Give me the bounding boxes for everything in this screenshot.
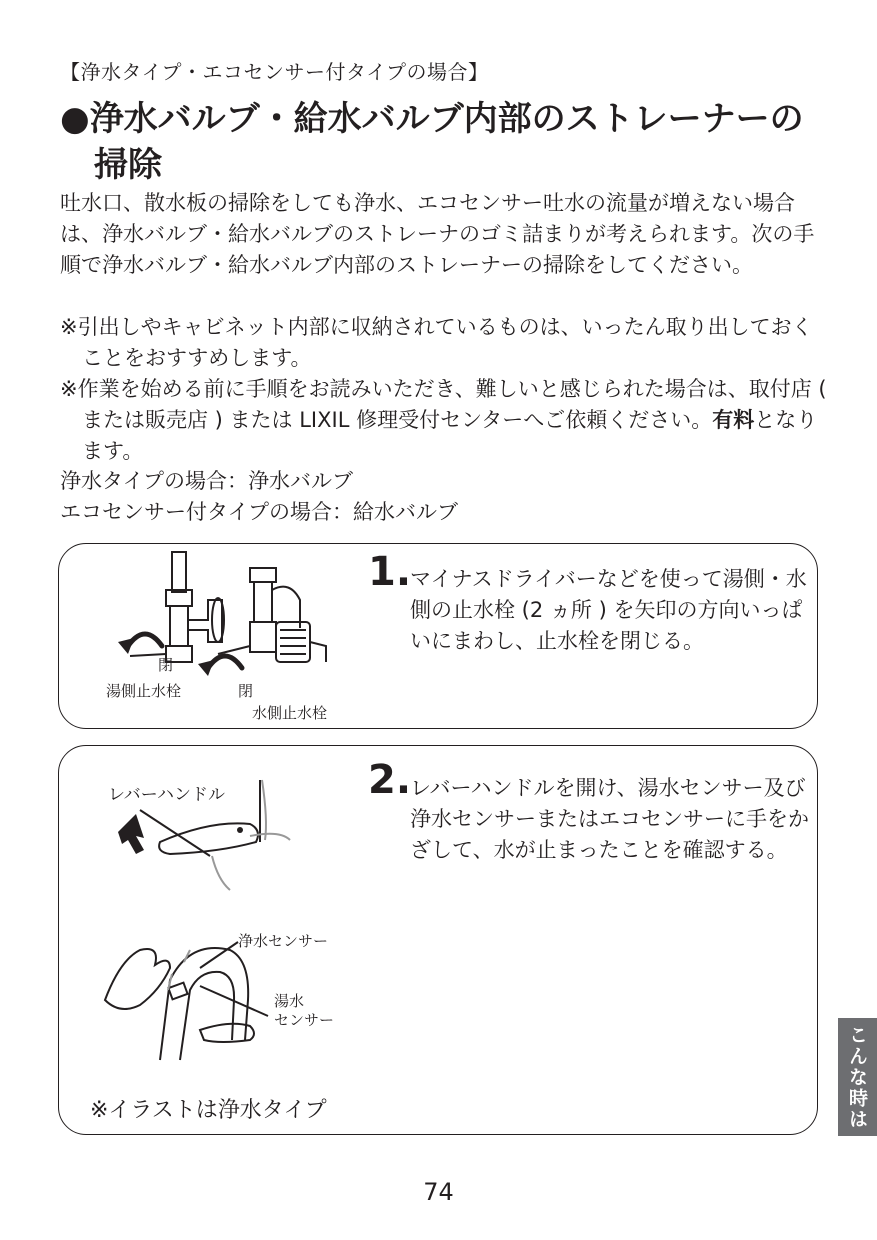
intro-paragraph: 吐水口、散水板の掃除をしても浄水、エコセンサー吐水の流量が増えない場合は、浄水バルブ・給水バルブのストレーナのゴミ詰まりが考えられます。次の手順で浄水バルブ・給水バルブ内部のストレーナーの掃除をしてください。: [60, 191, 815, 277]
close-label-left: 閉: [158, 656, 174, 674]
note-contact-text: ※作業を始める前に手順をお読みいただき、難しいと感じられた場合は、取付店 ( または販売店 ) または LIXIL 修理受付センターへご依頼ください。: [60, 377, 827, 432]
hot-water-sensor-label-2: センサー: [274, 1011, 335, 1029]
page-title: [60, 96, 840, 188]
lever-handle-label: レバーハンドル: [108, 785, 225, 805]
step-2-text: レバーハンドルを開け、湯水センサー及び浄水センサーまたはエコセンサーに手をかざして、水が止まったことを確認する。: [410, 776, 809, 862]
hot-valve-label: 湯側止水栓: [106, 682, 182, 700]
note-contact: [60, 374, 830, 467]
cold-valve-label: 水側止水栓: [252, 704, 328, 722]
step-2-number: 2.: [368, 757, 412, 803]
type-line-purified: 浄水タイプの場合：浄水バルブ: [60, 469, 353, 493]
note-paid: 有料: [712, 408, 755, 432]
lever-illustration: [100, 780, 340, 910]
close-label-right: 閉: [238, 682, 254, 700]
hot-water-sensor-label-1: 湯水: [274, 992, 305, 1010]
title-line-1: ●浄水バルブ・給水バルブ内部のストレーナーの: [60, 99, 804, 139]
step-1-text: マイナスドライバーなどを使って湯側・水側の止水栓 (2 ヵ所 ) を矢印の方向いっぱいにまわし、止水栓を閉じる。: [410, 567, 807, 653]
purified-sensor-label: 浄水センサー: [238, 932, 329, 950]
illustration-note: ※イラストは浄水タイプ: [90, 1098, 327, 1123]
note-contact-end: となります。: [82, 408, 818, 463]
type-line-eco: エコセンサー付タイプの場合：給水バルブ: [60, 500, 458, 524]
note-storage: ※引出しやキャビネット内部に収納されているものは、いったん取り出しておくことをおすすめします。: [60, 315, 813, 370]
page-number: 74: [423, 1178, 454, 1206]
section-subheading: 【浄水タイプ・エコセンサー付タイプの場合】: [60, 60, 489, 84]
step-1-number: 1.: [368, 549, 412, 595]
title-line-2: 掃除: [94, 145, 162, 185]
side-tab-troubleshooting: こんな時は: [838, 1018, 877, 1136]
